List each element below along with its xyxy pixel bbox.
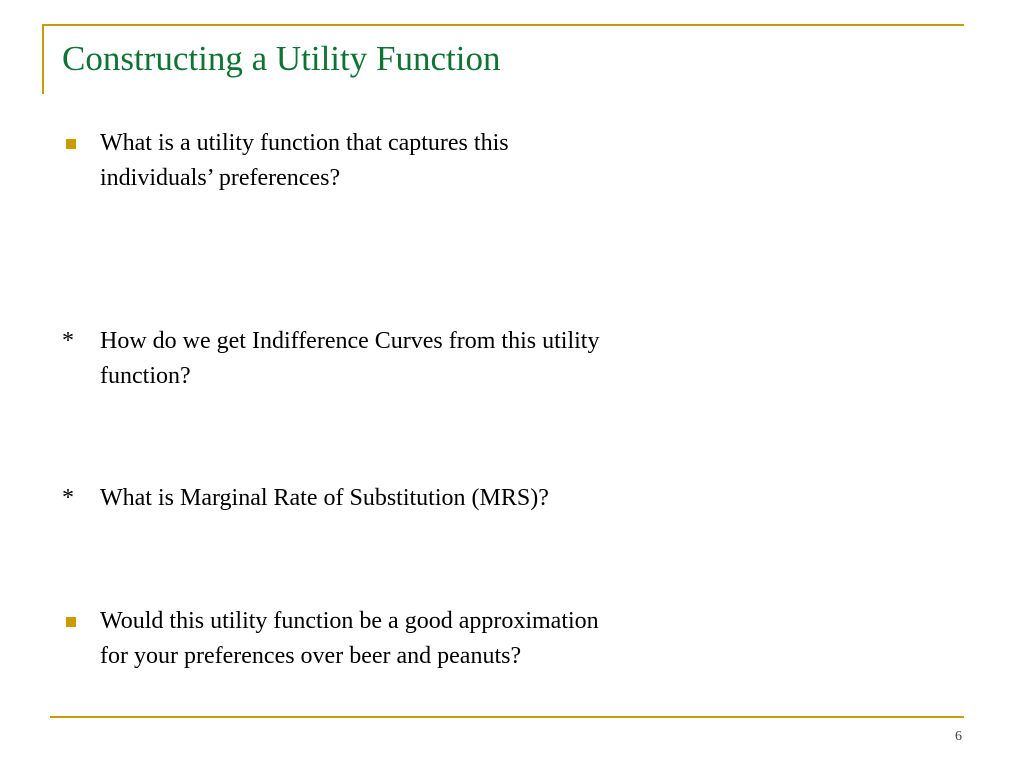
asterisk-marker: * (62, 328, 74, 354)
square-bullet-icon (66, 617, 76, 627)
bullet-text: How do we get Indifference Curves from this utility function? (100, 328, 600, 389)
square-bullet-icon (66, 139, 76, 149)
bullet-text: What is Marginal Rate of Substitution (MRS)? (100, 485, 549, 511)
title-rule-top (42, 24, 964, 26)
page-number: 6 (955, 729, 962, 744)
footer-rule (50, 716, 964, 718)
title-rule-left (42, 24, 44, 94)
bullet-item-utility-function (62, 126, 622, 196)
bullet-item-indifference-curves (62, 324, 622, 394)
asterisk-marker: * (62, 485, 74, 511)
bullet-item-approximation (62, 604, 622, 674)
bullet-text: What is a utility function that captures this individuals’ preferences? (100, 130, 509, 191)
bullet-text: Would this utility function be a good approximation for your preferences over beer and peanuts? (100, 608, 599, 669)
slide-title: Constructing a Utility Function (62, 39, 501, 78)
bullet-item-mrs (62, 481, 662, 516)
